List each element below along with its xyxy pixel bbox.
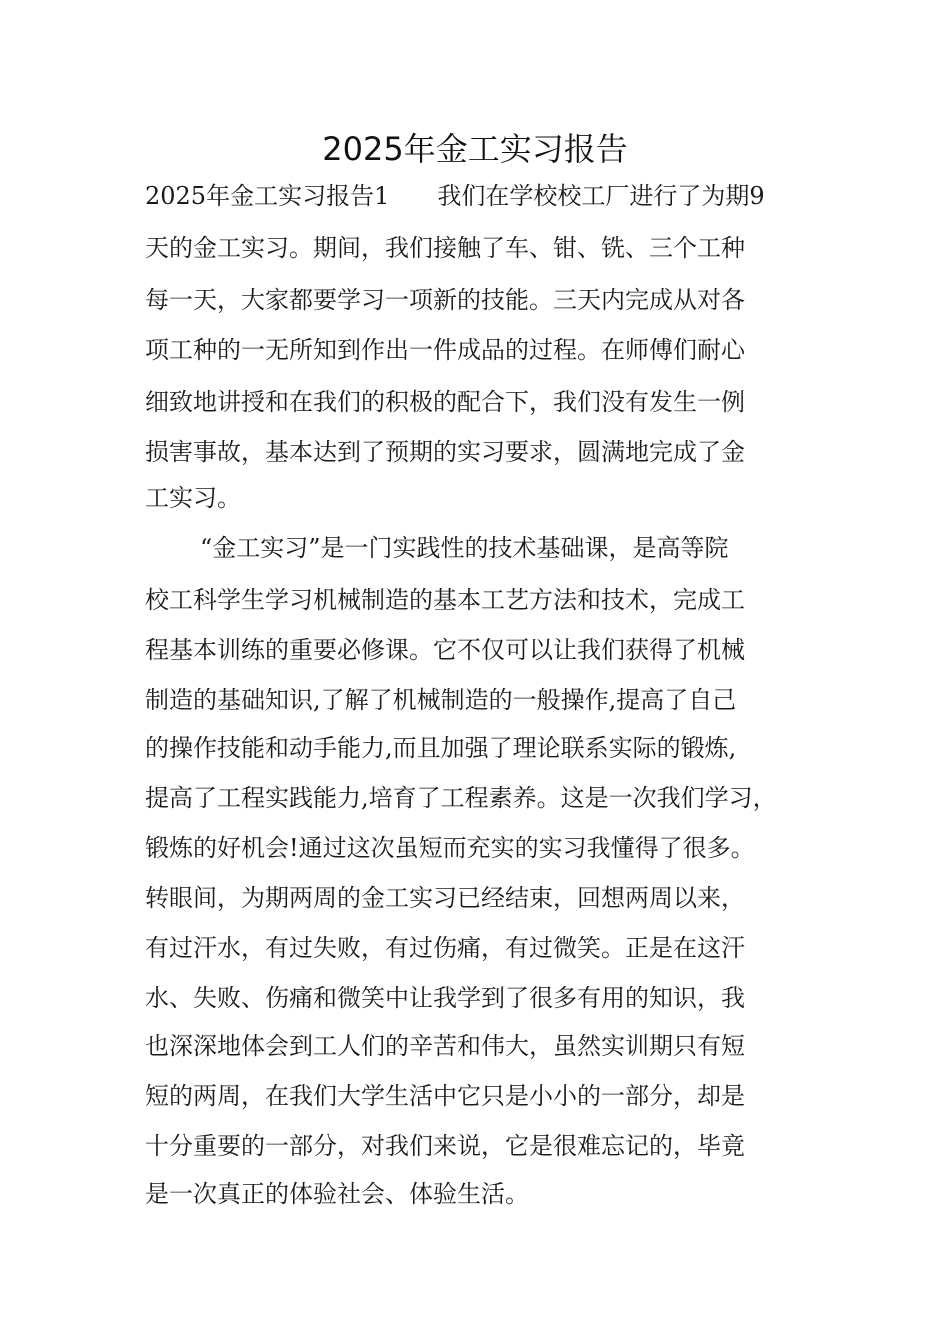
body-line-12: 的操作技能和动手能力,而且加强了理论联系实际的锻炼, bbox=[145, 734, 737, 762]
body-line-4: 项工种的一无所知到作出一件成品的过程。在师傅们耐心 bbox=[145, 336, 745, 364]
body-line-3: 每一天，大家都要学习一项新的技能。三天内完成从对各 bbox=[145, 286, 745, 314]
body-line-5: 细致地讲授和在我们的积极的配合下，我们没有发生一例 bbox=[145, 388, 745, 416]
body-line-17: 水、失败、伤痛和微笑中让我学到了很多有用的知识，我 bbox=[145, 984, 745, 1012]
body-line-11: 制造的基础知识,了解了机械制造的一般操作,提高了自己 bbox=[145, 686, 737, 714]
body-line-21: 是一次真正的体验社会、体验生活。 bbox=[145, 1180, 529, 1208]
body-line-15: 转眼间，为期两周的金工实习已经结束，回想两周以来， bbox=[145, 884, 745, 912]
body-line-1: 2025年金工实习报告1 我们在学校校工厂进行了为期9 bbox=[145, 182, 765, 210]
body-line-9: 校工科学生学习机械制造的基本工艺方法和技术，完成工 bbox=[145, 586, 745, 614]
body-line-6: 损害事故，基本达到了预期的实习要求，圆满地完成了金 bbox=[145, 438, 745, 466]
body-line-2: 天的金工实习。期间，我们接触了车、钳、铣、三个工种 bbox=[145, 234, 745, 262]
body-line-20: 十分重要的一部分，对我们来说，它是很难忘记的，毕竟 bbox=[145, 1132, 745, 1160]
document-title: 2025年金工实习报告 bbox=[322, 130, 628, 168]
body-line-19: 短的两周，在我们大学生活中它只是小小的一部分，却是 bbox=[145, 1082, 745, 1110]
body-line-14: 锻炼的好机会!通过这次虽短而充实的实习我懂得了很多。 bbox=[145, 834, 755, 862]
body-line-13: 提高了工程实践能力,培育了工程素养。这是一次我们学习， bbox=[145, 784, 777, 812]
body-line-8: “金工实习”是一门实践性的技术基础课，是高等院 bbox=[200, 534, 729, 562]
body-line-16: 有过汗水，有过失败，有过伤痛，有过微笑。正是在这汗 bbox=[145, 934, 745, 962]
body-line-18: 也深深地体会到工人们的辛苦和伟大，虽然实训期只有短 bbox=[145, 1032, 745, 1060]
body-line-10: 程基本训练的重要必修课。它不仅可以让我们获得了机械 bbox=[145, 636, 745, 664]
body-line-7: 工实习。 bbox=[145, 484, 241, 512]
